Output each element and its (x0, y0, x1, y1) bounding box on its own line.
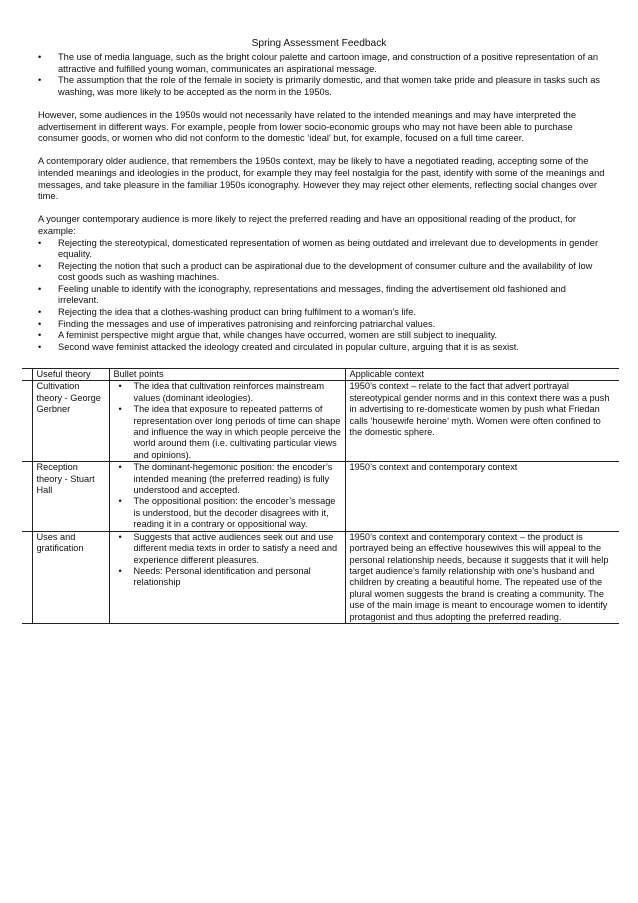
theory-bullet: • The oppositional position: the encoder’s message is understood, but the decoder disagrees with it, reading it in a contrary or oppositional way. (114, 496, 342, 530)
header-bullet-points: Bullet points (109, 369, 345, 381)
bullets-cell (109, 462, 345, 531)
theory-bullet: • Suggests that active audiences seek out and use different media texts in order to satisfy a need and experience different pleasures. (114, 532, 342, 566)
context-cell: 1950’s context – relate to the fact that advert portrayal stereotypical gender norms and in this context there was a push in advertising to re-domesticate women by push what Friedan calls ‘housewife heroine’ myth. Women were often confined to the domestic sphere. (345, 381, 619, 462)
page-title: Spring Assessment Feedback (251, 38, 387, 49)
younger-bullet: • A feminist perspective might argue that, while changes have occurred, women are still subject to inequality. (38, 330, 606, 342)
audience-1950s-paragraph: However, some audiences in the 1950s would not necessarily have related to the intended meanings and may have interpreted the advertisement in different ways. For example, people from lower socio-economic groups who may not have been able to purchase consumer goods, or women who did not conform to the domestic ‘ideal’ but, for example, focused on a full time career. (38, 109, 577, 144)
table-row-cultivation (22, 381, 619, 462)
theory-bullet: • Needs: Personal identification and personal relationship (114, 566, 342, 589)
table-row-reception (22, 462, 619, 531)
header-useful-theory: Useful theory (32, 369, 109, 381)
intro-bullet: • The use of media language, such as the bright colour palette and cartoon image, and construction of a positive representation of an attractive and fulfilled young woman, communicates an aspirational message. (38, 52, 606, 75)
intro-bullet: • The assumption that the role of the female in society is primarily domestic, and that women take pride and pleasure in tasks such as washing, was more likely to be accepted as the norm in the 1950s. (38, 75, 606, 98)
theory-cell: Reception theory - Stuart Hall (32, 462, 109, 531)
header-applicable-context: Applicable context (345, 369, 619, 381)
younger-audience-paragraph: A younger contemporary audience is more likely to reject the preferred reading and have an oppositional reading of the product, for example: (38, 214, 576, 236)
bullets-cell (109, 531, 345, 623)
theory-bullet: • The dominant-hegemonic position: the encoder’s intended meaning (the preferred reading) is fully understood and accepted. (114, 462, 342, 496)
theory-cell: Uses and gratification (32, 531, 109, 623)
intro-bullet-list (38, 52, 606, 98)
older-audience-paragraph: A contemporary older audience, that remembers the 1950s context, may be likely to have a negotiated reading, accepting some of the intended meanings and ideologies in the product, for example they may feel nostalgia for the past, identify with some of the meanings and messages, and take pleasure in the familiar 1950s iconography. However they may reject other elements, reflecting social changes over time. (38, 156, 605, 202)
feedback-body (38, 52, 606, 353)
younger-bullet: • Finding the messages and use of imperatives patronising and reinforcing patriarchal values. (38, 319, 606, 331)
younger-bullet-list (38, 238, 606, 354)
context-cell: 1950’s context and contemporary context – the product is portrayed being an effective housewives this will appeal to the personal relationship needs, because it suggests that it will help target audience’s family relationship with one’s husband and children by creating a beautiful home. The repeated use of the plural women suggests the brand is creating a community. The use of the main image is meant to encourage women to identify protagonist and thus adopting the preferred reading. (345, 531, 619, 623)
theory-bullet: • The idea that cultivation reinforces mainstream values (dominant ideologies). (114, 381, 342, 404)
younger-bullet: • Rejecting the idea that a clothes-washing product can bring fulfilment to a woman’s life. (38, 307, 606, 319)
table-row-uses-gratification (22, 531, 619, 623)
context-cell: 1950’s context and contemporary context (345, 462, 619, 531)
younger-bullet: • Second wave feminist attacked the ideology created and circulated in popular culture, arguing that it is as sexist. (38, 342, 606, 354)
theory-cell: Cultivation theory - George Gerbner (32, 381, 109, 462)
younger-bullet: • Feeling unable to identify with the iconography, representations and messages, finding the advertisement old fashioned and irrelevant. (38, 284, 606, 307)
theory-bullet: • The idea that exposure to repeated patterns of representation over long periods of time can shape and influence the way in which people perceive the world around them (i.e. cultivating particular views and opinions). (114, 404, 342, 461)
table-header-row (22, 369, 619, 381)
bullets-cell (109, 381, 345, 462)
theory-table (22, 368, 619, 624)
younger-bullet: • Rejecting the stereotypical, domesticated representation of women as being outdated and irrelevant due to developments in gender equality. (38, 238, 606, 261)
younger-bullet: • Rejecting the notion that such a product can be aspirational due to the development of consumer culture and the availability of low cost goods such as washing machines. (38, 261, 606, 284)
